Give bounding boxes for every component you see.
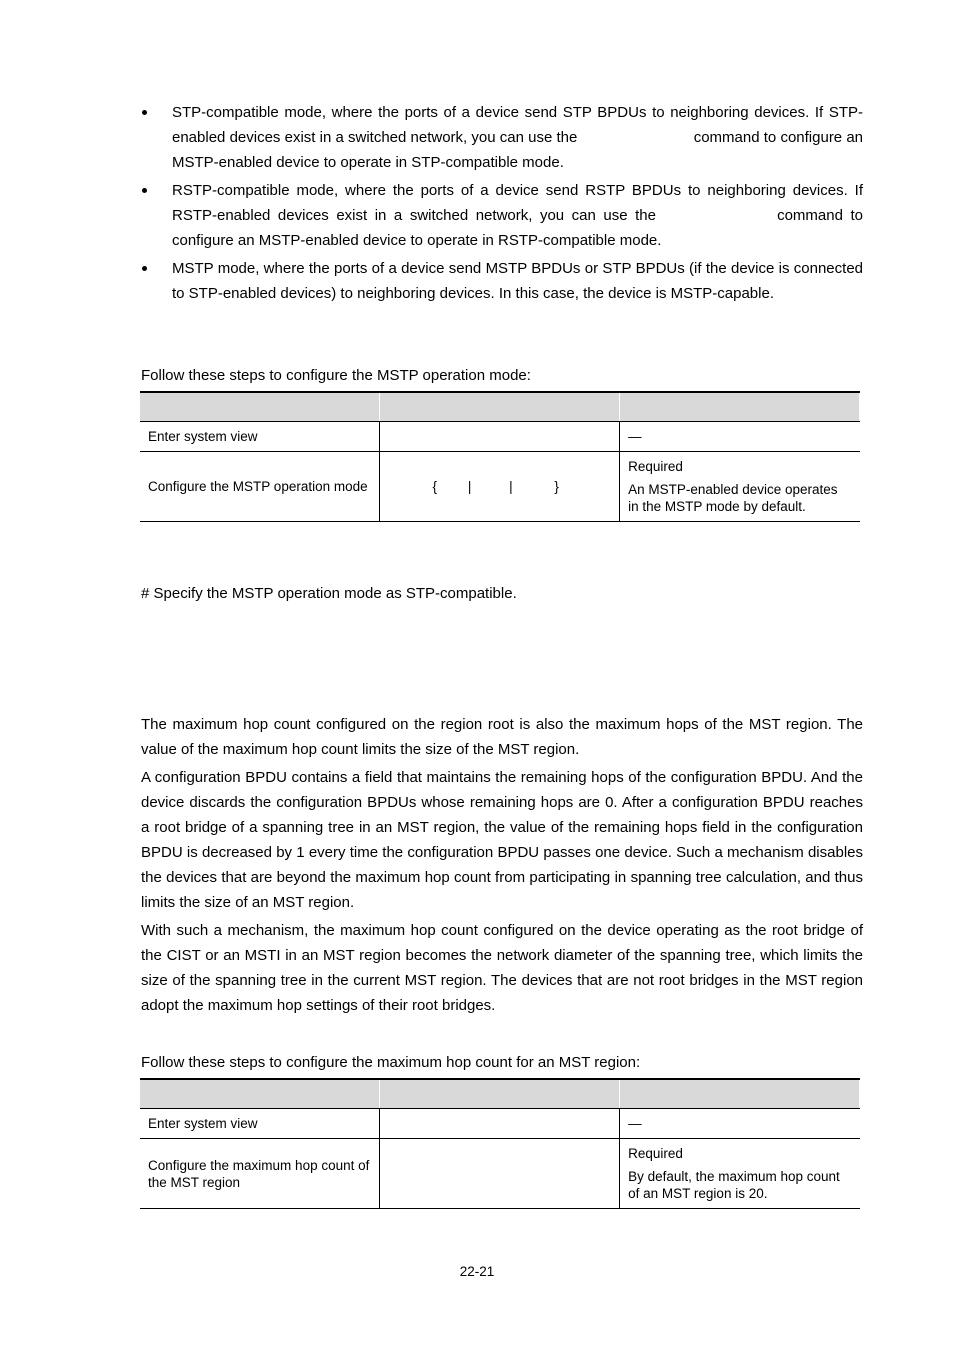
operation-cell: Enter system view <box>140 422 380 452</box>
table1-intro: Follow these steps to configure the MSTP operation mode: <box>141 367 531 384</box>
paragraph: A configuration BPDU contains a field that maintains the remaining hops of the configuration BPDU. And the device discards the configuration BPDUs whose remaining hops are 0. After a configuration BPDU reaches a root bridge of a spanning tree in an MST region, the value of the remaining hops field in the configuration BPDU is decreased by 1 every time the configuration BPDU passes one device. Such a mechanism disables the devices that are beyond the maximum hop count from participating in spanning tree calculation, and thus limits the size of an MST region. <box>141 769 863 911</box>
operation-cell: Enter system view <box>140 1109 380 1139</box>
bullet-icon <box>142 266 147 271</box>
header-cell <box>620 392 860 422</box>
configuration-example: # Specify the MSTP operation mode as STP-compatible. <box>141 585 517 602</box>
header-cell <box>140 392 380 422</box>
header-cell <box>140 1079 380 1109</box>
remark-cell: — <box>620 1109 860 1139</box>
header-cell <box>380 392 620 422</box>
paragraph: With such a mechanism, the maximum hop count configured on the device operating as the root bridge of the CIST or an MSTI in an MST region becomes the network diameter of the spanning tree, which limits the size of the spanning tree in the current MST region. The devices that are not root bridges in the MST region adopt the maximum hop settings of their root bridges. <box>141 922 863 1014</box>
bullet-icon <box>142 188 147 193</box>
mode-bullet-list <box>141 100 863 309</box>
command-cell <box>380 452 620 522</box>
max-hop-steps-table <box>140 1078 860 1209</box>
mstp-mode-steps-table <box>140 391 860 522</box>
table-header-row <box>140 392 860 422</box>
list-item: MSTP mode, where the ports of a device send MSTP BPDUs or STP BPDUs (if the device is connected to STP-enabled devices) to neighboring devices. In this case, the device is MSTP-capable. <box>141 256 863 306</box>
remark-cell: — <box>620 422 860 452</box>
list-item: STP-compatible mode, where the ports of a device send STP BPDUs to neighboring devices. If STP-enabled devices exist in a switched network, you can use the command to configure an MSTP-enabled device to operate in STP-compatible mode. <box>141 100 863 175</box>
remark-cell: Required An MSTP-enabled device operates in the MSTP mode by default. <box>620 452 860 522</box>
bullet-icon <box>142 110 147 115</box>
table-row <box>140 452 860 522</box>
table-row <box>140 422 860 452</box>
paragraph: The maximum hop count configured on the region root is also the maximum hops of the MST region. The value of the maximum hop count limits the size of the MST region. <box>141 716 863 758</box>
header-cell <box>380 1079 620 1109</box>
page-number: 22-21 <box>459 1264 495 1279</box>
table-row <box>140 1109 860 1139</box>
command-cell <box>380 422 620 452</box>
table2-intro: Follow these steps to configure the maximum hop count for an MST region: <box>141 1054 641 1071</box>
table-row <box>140 1139 860 1209</box>
table-header-row <box>140 1079 860 1109</box>
list-item: RSTP-compatible mode, where the ports of a device send RSTP BPDUs to neighboring devices. If RSTP-enabled devices exist in a switched network, you can use the command to configure an MSTP-enabled device to operate in RSTP-compatible mode. <box>141 178 863 253</box>
command-syntax: { | | } <box>432 479 559 494</box>
operation-cell: Configure the maximum hop count of the MST region <box>140 1139 380 1209</box>
header-cell <box>620 1079 860 1109</box>
command-cell <box>380 1139 620 1209</box>
remark-cell: Required By default, the maximum hop count of an MST region is 20. <box>620 1139 860 1209</box>
operation-cell: Configure the MSTP operation mode <box>140 452 380 522</box>
command-cell <box>380 1109 620 1139</box>
